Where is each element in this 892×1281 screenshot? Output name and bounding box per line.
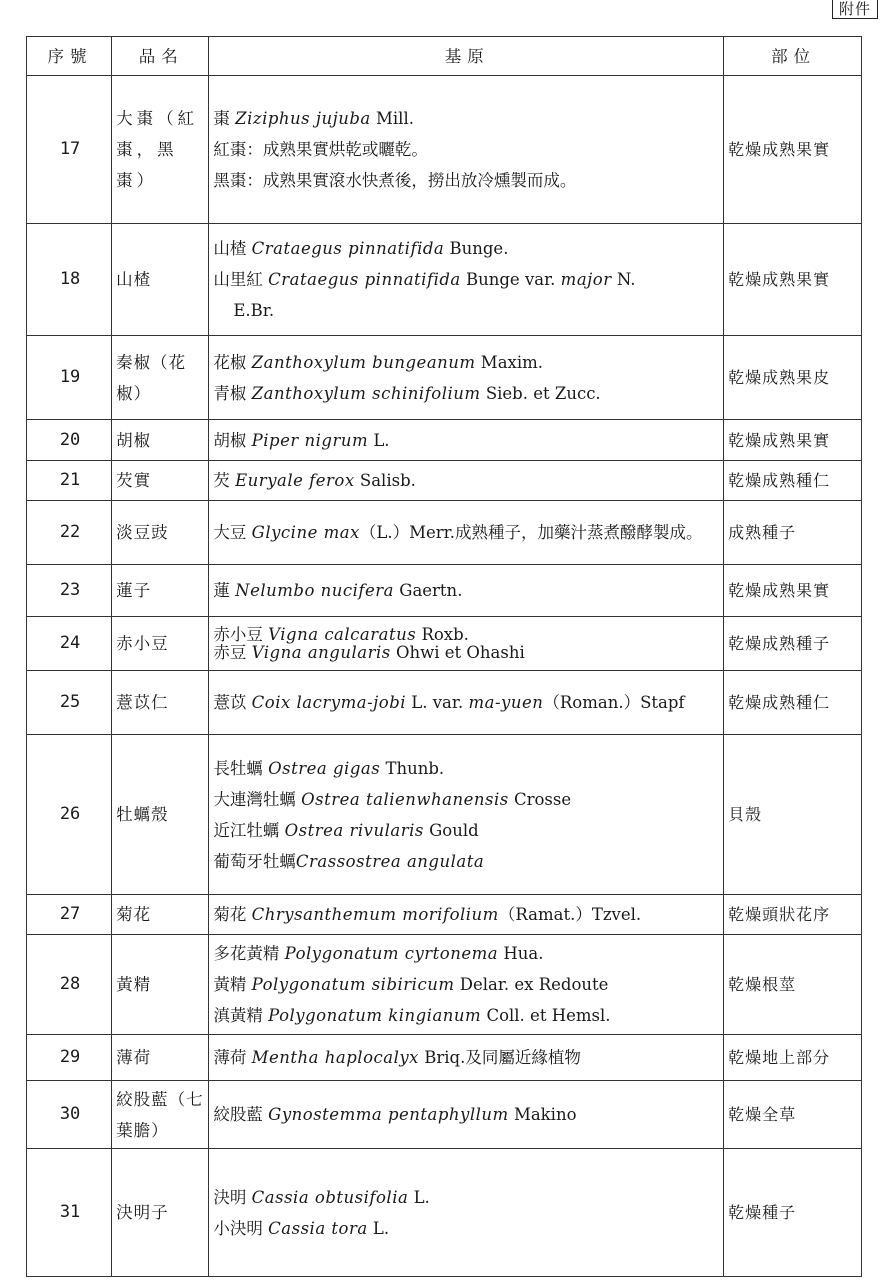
origin-line: 大豆 Glycine max（L.）Merr.成熟種子，加藥汁蒸煮醱酵製成。: [213, 523, 703, 542]
row-number: 29: [27, 1035, 112, 1081]
origin-cell: [209, 501, 724, 565]
part-used: 乾燥頭狀花序: [724, 895, 862, 935]
herb-name: 薄荷: [112, 1035, 209, 1081]
table-header-row: [27, 37, 862, 76]
part-used: 乾燥成熟果實: [724, 224, 862, 336]
row-number: 31: [27, 1149, 112, 1277]
origin-cell: [209, 671, 724, 735]
herb-name: 蓮子: [112, 565, 209, 617]
origin-line: 蓮 Nelumbo nucifera Gaertn.: [213, 581, 463, 600]
herb-name: 淡豆豉: [112, 501, 209, 565]
part-used: 乾燥根莖: [724, 935, 862, 1035]
table-row: [27, 935, 862, 1035]
row-number: 21: [27, 461, 112, 501]
part-used: 乾燥成熟種仁: [724, 671, 862, 735]
row-number: 22: [27, 501, 112, 565]
origin-line: 山楂 Crataegus pinnatifida Bunge.: [213, 239, 509, 258]
herb-name: 黃精: [112, 935, 209, 1035]
origin-cell: [209, 420, 724, 461]
herb-name: 胡椒: [112, 420, 209, 461]
table-row: [27, 461, 862, 501]
origin-cell: [209, 935, 724, 1035]
herb-name: 決明子: [112, 1149, 209, 1277]
origin-line: 近江牡蠣 Ostrea rivularis Gould: [213, 820, 479, 840]
table-row: [27, 420, 862, 461]
herb-name: 牡蠣殼: [112, 735, 209, 895]
row-number: 17: [27, 76, 112, 224]
header-base: 基原: [209, 37, 724, 76]
row-number: 24: [27, 617, 112, 671]
origin-line: 薏苡 Coix lacryma-jobi L. var. ma-yuen（Roman.）Stapf: [213, 693, 685, 712]
part-used: 乾燥成熟果皮: [724, 336, 862, 420]
header-part: 部位: [724, 37, 862, 76]
table-row: [27, 565, 862, 617]
origin-cell: [209, 76, 724, 224]
row-number: 19: [27, 336, 112, 420]
header-name: 品名: [112, 37, 209, 76]
row-number: 28: [27, 935, 112, 1035]
origin-line: E.Br.: [233, 301, 275, 320]
herb-name: 薏苡仁: [112, 671, 209, 735]
origin-line: 山里紅 Crataegus pinnatifida Bunge var. major N.: [213, 270, 636, 289]
origin-cell: [209, 461, 724, 501]
part-used: 成熟種子: [724, 501, 862, 565]
origin-cell: [209, 895, 724, 935]
herb-name: 赤小豆: [112, 617, 209, 671]
origin-line: 大連灣牡蠣 Ostrea talienwhanensis Crosse: [213, 789, 572, 809]
origin-cell: [209, 565, 724, 617]
row-number: 27: [27, 895, 112, 935]
row-number: 25: [27, 671, 112, 735]
table-row: [27, 76, 862, 224]
herb-name: 山楂: [112, 224, 209, 336]
table-row: [27, 895, 862, 935]
origin-line: 絞股藍 Gynostemma pentaphyllum Makino: [213, 1105, 577, 1124]
table-row: [27, 671, 862, 735]
origin-line: 菊花 Chrysanthemum morifolium（Ramat.）Tzvel.: [213, 905, 642, 924]
origin-line: 黑棗：成熟果實滾水快煮後，撈出放冷燻製而成。: [213, 171, 577, 190]
table-row: [27, 1149, 862, 1277]
table-row: [27, 1035, 862, 1081]
row-number: 23: [27, 565, 112, 617]
part-used: 乾燥全草: [724, 1081, 862, 1149]
origin-line: 薄荷 Mentha haplocalyx Briq.及同屬近緣植物: [213, 1048, 581, 1067]
row-number: 26: [27, 735, 112, 895]
herb-name: 大棗（紅棗，黑棗）: [112, 76, 209, 224]
herb-name: 菊花: [112, 895, 209, 935]
herb-name: 秦椒（花椒）: [112, 336, 209, 420]
table-row: [27, 224, 862, 336]
part-used: 貝殼: [724, 735, 862, 895]
part-used: 乾燥成熟種仁: [724, 461, 862, 501]
origin-cell: [209, 617, 724, 671]
table-row: [27, 336, 862, 420]
part-used: 乾燥地上部分: [724, 1035, 862, 1081]
origin-line: 赤小豆 Vigna calcaratus Roxb.: [213, 624, 469, 644]
table-row: [27, 501, 862, 565]
origin-line: 花椒 Zanthoxylum bungeanum Maxim.: [213, 352, 544, 372]
part-used: 乾燥成熟果實: [724, 420, 862, 461]
table-row: [27, 617, 862, 671]
table-row: [27, 1081, 862, 1149]
table-row: [27, 735, 862, 895]
origin-line: 決明 Cassia obtusifolia L.: [213, 1187, 430, 1207]
origin-line: 長牡蠣 Ostrea gigas Thunb.: [213, 758, 445, 778]
origin-line: 葡萄牙牡蠣Crassostrea angulata: [213, 851, 485, 871]
row-number: 30: [27, 1081, 112, 1149]
origin-line: 黃精 Polygonatum sibiricum Delar. ex Redoute: [213, 975, 609, 994]
part-used: 乾燥種子: [724, 1149, 862, 1277]
attachment-label: 附件: [832, 0, 878, 19]
origin-cell: [209, 224, 724, 336]
origin-line: 棗 Ziziphus jujuba Mill.: [213, 109, 414, 128]
row-number: 20: [27, 420, 112, 461]
origin-cell: [209, 1081, 724, 1149]
part-used: 乾燥成熟果實: [724, 565, 862, 617]
origin-cell: [209, 336, 724, 420]
origin-cell: [209, 1035, 724, 1081]
origin-line: 赤豆 Vigna angularis Ohwi et Ohashi: [213, 642, 525, 662]
row-number: 18: [27, 224, 112, 336]
herb-name: 絞股藍（七葉膽）: [112, 1081, 209, 1149]
part-used: 乾燥成熟種子: [724, 617, 862, 671]
origin-line: 滇黃精 Polygonatum kingianum Coll. et Hemsl.: [213, 1006, 611, 1025]
origin-line: 青椒 Zanthoxylum schinifolium Sieb. et Zucc.: [213, 383, 601, 403]
origin-line: 紅棗：成熟果實烘乾或曬乾。: [213, 140, 428, 159]
origin-cell: [209, 735, 724, 895]
origin-line: 多花黃精 Polygonatum cyrtonema Hua.: [213, 944, 544, 963]
header-no: 序號: [27, 37, 112, 76]
part-used: 乾燥成熟果實: [724, 76, 862, 224]
origin-line: 小決明 Cassia tora L.: [213, 1218, 390, 1238]
origin-cell: [209, 1149, 724, 1277]
herb-name: 芡實: [112, 461, 209, 501]
herb-table: [26, 36, 862, 1277]
origin-line: 芡 Euryale ferox Salisb.: [213, 471, 416, 490]
origin-line: 胡椒 Piper nigrum L.: [213, 430, 390, 450]
